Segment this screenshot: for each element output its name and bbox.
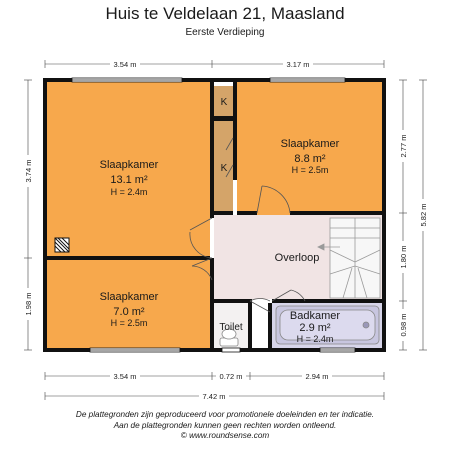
slaapkamer-1-area-label: 13.1 m² (110, 174, 148, 186)
slaapkamer-3-height: H = 2.5m (110, 318, 148, 328)
slaapkamer-2-name: Slaapkamer (280, 138, 340, 150)
dim-left-upper: 3.74 m (24, 159, 33, 183)
dim-right-3: 0.98 m (399, 313, 408, 337)
toilet-name: Toilet (219, 322, 243, 333)
kast-2-name: K (220, 163, 228, 174)
disclaimer-line-2: Aan de plattegronden kunnen geen rechten worden ontleend. (113, 420, 337, 430)
dim-bottom-3: 2.94 m (305, 372, 329, 381)
slaapkamer-2-area-label: 8.8 m² (294, 153, 326, 165)
slaapkamer-3-area-label: 7.0 m² (113, 306, 145, 318)
dim-left-lower: 1.98 m (24, 292, 33, 316)
chimney-box (55, 238, 69, 252)
dim-right-1: 2.77 m (399, 134, 408, 158)
dim-right-total: 5.82 m (419, 203, 428, 227)
dim-right-2: 1.80 m (399, 245, 408, 269)
slaapkamer-1-name: Slaapkamer (99, 159, 159, 171)
slaapkamer-3-area (47, 260, 210, 348)
dim-bottom-total: 7.42 m (202, 392, 226, 401)
copyright-link[interactable]: © www.roundsense.com (180, 431, 270, 440)
slaapkamer-3-name: Slaapkamer (99, 291, 159, 303)
dim-bottom-2: 0.72 m (219, 372, 243, 381)
dim-top-right: 3.17 m (286, 60, 310, 69)
disclaimer (0, 410, 450, 442)
hall-strip (249, 303, 271, 348)
floor-subtitle: Eerste Verdieping (185, 27, 265, 38)
disclaimer-line-1: De plattegronden zijn geproduceerd voor promotionele doeleinden en ter indicatie. (75, 410, 375, 419)
plan-title: Huis te Veldelaan 21, Maasland (105, 4, 345, 23)
badkamer-height: H = 2.4m (296, 334, 334, 344)
dim-bottom-1: 3.54 m (113, 372, 137, 381)
badkamer-name: Badkamer (289, 310, 341, 322)
slaapkamer-2-height: H = 2.5m (291, 165, 329, 175)
overloop-name: Overloop (274, 252, 320, 264)
slaapkamer-1-height: H = 2.4m (110, 187, 148, 197)
kast-1-name: K (220, 97, 228, 108)
badkamer-area-label: 2.9 m² (299, 322, 331, 334)
dim-top-left: 3.54 m (113, 60, 137, 69)
